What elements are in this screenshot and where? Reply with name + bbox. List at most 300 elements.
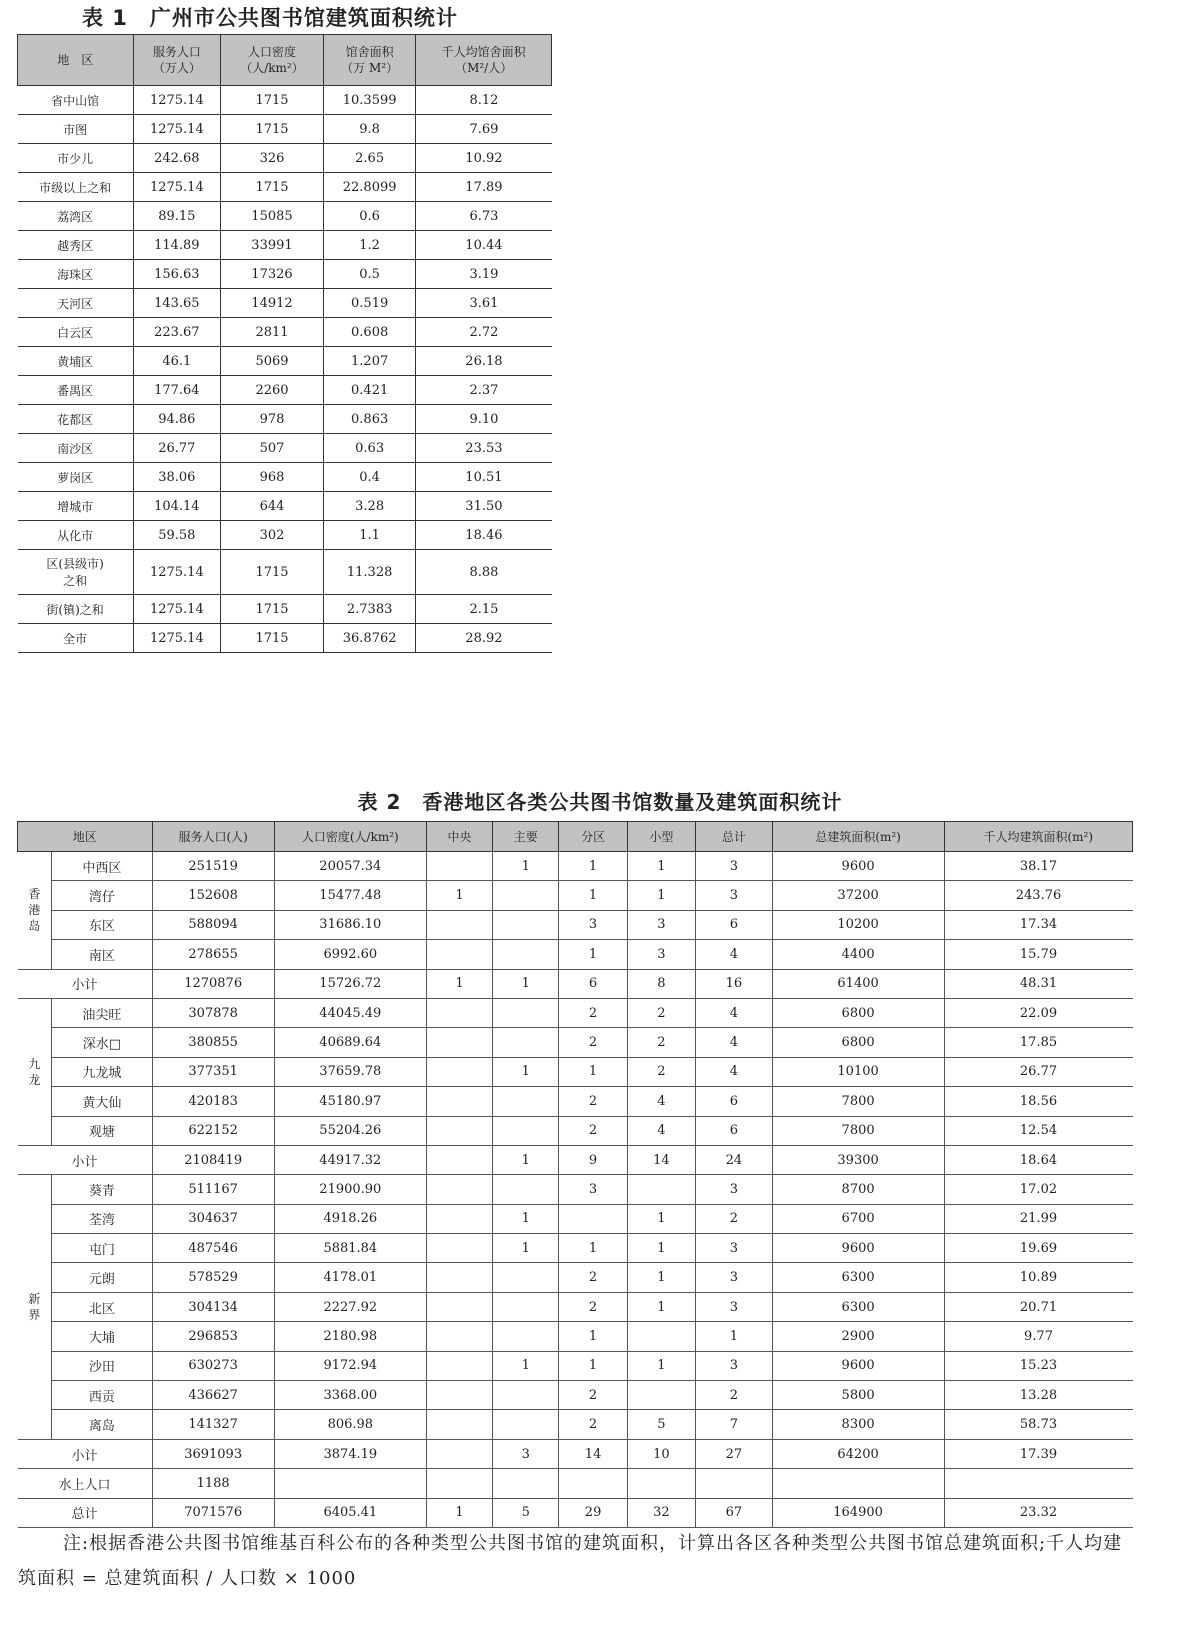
table-cell: 6.73 [416, 202, 552, 231]
table-cell: 1 [559, 1057, 627, 1086]
table-cell: 14912 [221, 289, 324, 318]
row-label: 沙田 [52, 1351, 152, 1380]
table-row [18, 624, 552, 653]
row-label: 番禺区 [18, 376, 134, 405]
row-label: 屯门 [52, 1234, 152, 1263]
table-cell [426, 910, 492, 939]
table-row [18, 1028, 1133, 1057]
table2-header-cell: 服务人口(人) [152, 822, 274, 852]
table-cell [426, 852, 492, 881]
table-cell: 4918.26 [274, 1204, 426, 1233]
table-cell [426, 1351, 492, 1380]
table-cell: 3 [696, 852, 773, 881]
table-cell: 4400 [772, 940, 944, 969]
table-cell: 2180.98 [274, 1322, 426, 1351]
table-cell: 2.72 [416, 318, 552, 347]
table-cell: 164900 [772, 1498, 944, 1527]
table-cell: 46.1 [133, 347, 220, 376]
table-cell: 59.58 [133, 521, 220, 550]
table-cell [627, 1322, 695, 1351]
table-cell: 1 [627, 1234, 695, 1263]
table-cell: 3 [493, 1439, 559, 1468]
table-cell: 9600 [772, 1234, 944, 1263]
table-cell: 1715 [221, 115, 324, 144]
table-cell: 5 [493, 1498, 559, 1527]
table-cell: 7071576 [152, 1498, 274, 1527]
subtotal-row [18, 1439, 1133, 1468]
table-cell: 377351 [152, 1057, 274, 1086]
table-cell: 4 [627, 1116, 695, 1145]
footnote: 注:根据香港公共图书馆维基百科公布的各种类型公共图书馆的建筑面积，计算出各区各种类型公共图书馆总建筑面积;千人均建筑面积 = 总建筑面积 / 人口数 × 1000 [18, 1533, 1123, 1589]
table2-header-cell: 千人均建筑面积(m²) [944, 822, 1132, 852]
table-cell: 1 [493, 1234, 559, 1263]
table-cell [493, 1028, 559, 1057]
table-row [18, 144, 552, 173]
row-label: 省中山馆 [18, 86, 134, 115]
table-cell: 1 [559, 940, 627, 969]
table-cell: 39300 [772, 1145, 944, 1174]
table-cell [426, 1469, 492, 1498]
table-cell: 0.421 [323, 376, 415, 405]
table-cell: 10200 [772, 910, 944, 939]
table-cell: 5069 [221, 347, 324, 376]
table-cell: 507 [221, 434, 324, 463]
table-cell: 6 [696, 1116, 773, 1145]
table-row [18, 940, 1133, 969]
table1-header-cell: 馆舍面积 （万 M²） [323, 35, 415, 86]
row-label: 从化市 [18, 521, 134, 550]
table-cell: 6300 [772, 1263, 944, 1292]
table-cell: 26.77 [133, 434, 220, 463]
table-cell: 29 [559, 1498, 627, 1527]
table-cell: 2 [559, 1381, 627, 1410]
table-cell: 2 [627, 998, 695, 1027]
table-cell: 7800 [772, 1087, 944, 1116]
row-label: 西贡 [52, 1381, 152, 1410]
table-cell: 1275.14 [133, 595, 220, 624]
table-cell [493, 1469, 559, 1498]
table-cell [426, 998, 492, 1027]
table-cell: 8700 [772, 1175, 944, 1204]
row-label: 南沙区 [18, 434, 134, 463]
table-cell [944, 1469, 1132, 1498]
table-cell [493, 910, 559, 939]
table-cell [493, 1410, 559, 1439]
table-cell [627, 1469, 695, 1498]
table-cell: 10100 [772, 1057, 944, 1086]
table-cell: 48.31 [944, 969, 1132, 998]
table-cell: 10.89 [944, 1263, 1132, 1292]
table-cell [493, 1263, 559, 1292]
table-row [18, 1410, 1133, 1439]
table-cell: 13.28 [944, 1381, 1132, 1410]
table-cell: 1 [493, 852, 559, 881]
table-cell: 0.4 [323, 463, 415, 492]
table-cell: 15.79 [944, 940, 1132, 969]
table-cell: 7.69 [416, 115, 552, 144]
table-cell: 2 [627, 1057, 695, 1086]
table-cell [772, 1469, 944, 1498]
table-cell: 302 [221, 521, 324, 550]
table-cell: 1 [627, 1263, 695, 1292]
table-cell: 1 [627, 881, 695, 910]
table2-header-cell: 总计 [696, 822, 773, 852]
row-label: 九龙城 [52, 1057, 152, 1086]
table-row [18, 1292, 1133, 1321]
table-cell: 19.69 [944, 1234, 1132, 1263]
table-cell: 2260 [221, 376, 324, 405]
table-row [18, 231, 552, 260]
table-cell: 7800 [772, 1116, 944, 1145]
table-cell: 8.88 [416, 550, 552, 595]
table-cell: 5881.84 [274, 1234, 426, 1263]
table-cell: 15085 [221, 202, 324, 231]
table1-title: 表 1 广州市公共图书馆建筑面积统计 [82, 6, 458, 30]
table-cell: 1 [627, 1292, 695, 1321]
table-cell: 2 [696, 1204, 773, 1233]
row-label: 深水□ [52, 1028, 152, 1057]
table-cell [426, 1381, 492, 1410]
table1-header-cell: 地 区 [18, 35, 134, 86]
row-label: 观塘 [52, 1116, 152, 1145]
table-cell: 152608 [152, 881, 274, 910]
table-cell [696, 1469, 773, 1498]
table-cell: 10.44 [416, 231, 552, 260]
table-cell: 4 [696, 940, 773, 969]
table2 [17, 821, 1133, 1528]
table-cell: 3 [696, 1175, 773, 1204]
row-label: 水上人口 [18, 1469, 153, 1498]
table-cell: 1 [559, 1351, 627, 1380]
table-cell [493, 881, 559, 910]
table-row [18, 881, 1133, 910]
row-label: 海珠区 [18, 260, 134, 289]
table-cell: 2 [559, 1116, 627, 1145]
table-cell: 326 [221, 144, 324, 173]
table-cell: 3.61 [416, 289, 552, 318]
table-cell: 1.1 [323, 521, 415, 550]
table-cell: 1 [559, 1322, 627, 1351]
table-cell: 8 [627, 969, 695, 998]
row-label: 荔湾区 [18, 202, 134, 231]
table2-header-cell: 人口密度(人/km²) [274, 822, 426, 852]
table-cell: 1 [493, 1057, 559, 1086]
table-cell: 0.63 [323, 434, 415, 463]
table-cell: 3 [696, 881, 773, 910]
table-cell: 3 [627, 940, 695, 969]
table-cell: 2 [559, 1087, 627, 1116]
table-cell: 1188 [152, 1469, 274, 1498]
table-cell [426, 1028, 492, 1057]
table-cell: 17.34 [944, 910, 1132, 939]
table-cell: 38.06 [133, 463, 220, 492]
row-label: 越秀区 [18, 231, 134, 260]
table-cell: 8.12 [416, 86, 552, 115]
table-cell: 1 [559, 881, 627, 910]
table-row [18, 1175, 1133, 1204]
table-cell: 1715 [221, 86, 324, 115]
row-label: 小计 [18, 1439, 153, 1468]
table-cell: 0.519 [323, 289, 415, 318]
table-cell: 1 [493, 1145, 559, 1174]
table-cell: 40689.64 [274, 1028, 426, 1057]
table-cell: 156.63 [133, 260, 220, 289]
table-cell: 6700 [772, 1204, 944, 1233]
table-cell: 38.17 [944, 852, 1132, 881]
table-cell: 3 [559, 1175, 627, 1204]
table-cell: 15.23 [944, 1351, 1132, 1380]
table-row [18, 492, 552, 521]
table-cell: 3691093 [152, 1439, 274, 1468]
table-row [18, 521, 552, 550]
table-cell [426, 1057, 492, 1086]
table-cell: 15726.72 [274, 969, 426, 998]
table-cell: 1715 [221, 550, 324, 595]
table-cell: 55204.26 [274, 1116, 426, 1145]
row-label: 天河区 [18, 289, 134, 318]
table-cell: 4 [627, 1087, 695, 1116]
table-cell [426, 1087, 492, 1116]
table-cell: 18.46 [416, 521, 552, 550]
table-cell: 1715 [221, 624, 324, 653]
row-label: 小计 [18, 969, 153, 998]
table-row [18, 1322, 1133, 1351]
table-row [18, 1116, 1133, 1145]
table-cell: 622152 [152, 1116, 274, 1145]
table-cell [493, 1322, 559, 1351]
table-row [18, 434, 552, 463]
table-cell: 307878 [152, 998, 274, 1027]
row-label: 荃湾 [52, 1204, 152, 1233]
table-cell: 5800 [772, 1381, 944, 1410]
table-cell: 2 [559, 1028, 627, 1057]
table-cell: 2.7383 [323, 595, 415, 624]
table-cell: 9 [559, 1145, 627, 1174]
table-cell [426, 1439, 492, 1468]
table-cell: 3 [696, 1263, 773, 1292]
table-cell: 26.77 [944, 1057, 1132, 1086]
table-cell: 1275.14 [133, 173, 220, 202]
table-cell: 588094 [152, 910, 274, 939]
table-row [18, 910, 1133, 939]
table-cell [426, 1204, 492, 1233]
table-cell: 1 [627, 852, 695, 881]
table-cell: 1 [559, 1234, 627, 1263]
table-cell: 24 [696, 1145, 773, 1174]
table-cell: 0.863 [323, 405, 415, 434]
table-cell: 58.73 [944, 1410, 1132, 1439]
table-row [18, 289, 552, 318]
table-cell: 31686.10 [274, 910, 426, 939]
table-cell: 2 [559, 1292, 627, 1321]
table-cell: 4 [696, 998, 773, 1027]
table-cell [274, 1469, 426, 1498]
table-cell: 14 [627, 1145, 695, 1174]
table-cell: 6 [696, 1087, 773, 1116]
table-cell: 1 [493, 969, 559, 998]
table-row [18, 998, 1133, 1027]
row-label: 小计 [18, 1145, 153, 1174]
row-label: 市级以上之和 [18, 173, 134, 202]
table-cell [426, 940, 492, 969]
table-cell [426, 1263, 492, 1292]
table-cell: 806.98 [274, 1410, 426, 1439]
table-cell: 21900.90 [274, 1175, 426, 1204]
table-cell: 644 [221, 492, 324, 521]
table-cell: 17.89 [416, 173, 552, 202]
table-cell: 22.09 [944, 998, 1132, 1027]
table-cell: 6405.41 [274, 1498, 426, 1527]
table-cell [426, 1145, 492, 1174]
table-cell: 1.207 [323, 347, 415, 376]
row-label: 增城市 [18, 492, 134, 521]
table-cell: 3 [696, 1351, 773, 1380]
table-cell: 1275.14 [133, 624, 220, 653]
table-cell: 2227.92 [274, 1292, 426, 1321]
table-cell: 10.51 [416, 463, 552, 492]
table-row [18, 1381, 1133, 1410]
table-cell: 177.64 [133, 376, 220, 405]
table-cell: 18.56 [944, 1087, 1132, 1116]
table-row [18, 86, 552, 115]
table-cell [426, 1292, 492, 1321]
table-cell: 242.68 [133, 144, 220, 173]
table-cell [627, 1381, 695, 1410]
table-cell: 1 [696, 1322, 773, 1351]
table-cell: 4 [696, 1028, 773, 1057]
row-label: 葵青 [52, 1175, 152, 1204]
table-cell: 21.99 [944, 1204, 1132, 1233]
table-cell: 3874.19 [274, 1439, 426, 1468]
table-cell: 14 [559, 1439, 627, 1468]
row-label: 南区 [52, 940, 152, 969]
table-cell: 3 [559, 910, 627, 939]
table-cell: 578529 [152, 1263, 274, 1292]
table-cell: 9.8 [323, 115, 415, 144]
table-cell [493, 1175, 559, 1204]
table-cell: 278655 [152, 940, 274, 969]
table-cell: 8300 [772, 1410, 944, 1439]
table-cell: 1 [493, 1204, 559, 1233]
row-label: 油尖旺 [52, 998, 152, 1027]
table-cell: 2 [627, 1028, 695, 1057]
table-cell: 251519 [152, 852, 274, 881]
table-cell [493, 1087, 559, 1116]
table-cell: 2811 [221, 318, 324, 347]
table-cell: 0.5 [323, 260, 415, 289]
table-cell: 978 [221, 405, 324, 434]
table-cell: 968 [221, 463, 324, 492]
table-cell: 9172.94 [274, 1351, 426, 1380]
table-cell: 2 [559, 1263, 627, 1292]
table-cell: 114.89 [133, 231, 220, 260]
table-cell: 6 [696, 910, 773, 939]
table-cell: 89.15 [133, 202, 220, 231]
table1-header-cell: 人口密度 （人/km²） [221, 35, 324, 86]
row-label: 离岛 [52, 1410, 152, 1439]
table-row [18, 463, 552, 492]
table-cell: 67 [696, 1498, 773, 1527]
table-cell: 6 [559, 969, 627, 998]
table-row [18, 550, 552, 595]
table-cell [426, 1175, 492, 1204]
table-cell: 20057.34 [274, 852, 426, 881]
table-cell [493, 1381, 559, 1410]
table-cell: 64200 [772, 1439, 944, 1468]
table-row [18, 173, 552, 202]
table-cell: 380855 [152, 1028, 274, 1057]
row-label: 湾仔 [52, 881, 152, 910]
table-cell: 44917.32 [274, 1145, 426, 1174]
row-label: 萝岗区 [18, 463, 134, 492]
row-label: 黄大仙 [52, 1087, 152, 1116]
row-label: 大埔 [52, 1322, 152, 1351]
table-cell: 1275.14 [133, 550, 220, 595]
row-label: 黄埔区 [18, 347, 134, 376]
row-label: 花都区 [18, 405, 134, 434]
table-cell: 27 [696, 1439, 773, 1468]
table-row [18, 852, 1133, 881]
table-row [18, 202, 552, 231]
row-label: 总计 [18, 1498, 153, 1527]
table-cell: 3.28 [323, 492, 415, 521]
table-cell [426, 1322, 492, 1351]
table-row [18, 115, 552, 144]
row-label: 全市 [18, 624, 134, 653]
table2-header-cell: 主要 [493, 822, 559, 852]
table-cell: 9600 [772, 852, 944, 881]
table-cell: 36.8762 [323, 624, 415, 653]
table-cell: 2.37 [416, 376, 552, 405]
region-label: 香 港 岛 [18, 852, 52, 970]
table-cell: 9600 [772, 1351, 944, 1380]
table-cell: 3 [696, 1292, 773, 1321]
total-row [18, 1498, 1133, 1527]
table-cell: 17.39 [944, 1439, 1132, 1468]
row-label: 北区 [52, 1292, 152, 1321]
subtotal-row [18, 969, 1133, 998]
table-row [18, 595, 552, 624]
table-cell: 16 [696, 969, 773, 998]
table-cell: 104.14 [133, 492, 220, 521]
table-cell: 4178.01 [274, 1263, 426, 1292]
row-label: 市图 [18, 115, 134, 144]
table-cell: 4 [696, 1057, 773, 1086]
table-cell [493, 1116, 559, 1145]
table-cell: 0.6 [323, 202, 415, 231]
table1-header-cell: 千人均馆舍面积 （M²/人） [416, 35, 552, 86]
table-cell: 17.02 [944, 1175, 1132, 1204]
table-row [18, 1263, 1133, 1292]
table-cell: 17326 [221, 260, 324, 289]
table-cell: 37659.78 [274, 1057, 426, 1086]
row-label: 白云区 [18, 318, 134, 347]
table-cell: 31.50 [416, 492, 552, 521]
table-cell [426, 1116, 492, 1145]
table-cell: 32 [627, 1498, 695, 1527]
table-cell: 26.18 [416, 347, 552, 376]
table-cell: 223.67 [133, 318, 220, 347]
table-cell: 2 [559, 1410, 627, 1439]
table-cell: 44045.49 [274, 998, 426, 1027]
row-label: 中西区 [52, 852, 152, 881]
table-row [18, 318, 552, 347]
region-label: 新 界 [18, 1175, 52, 1440]
row-label: 元朗 [52, 1263, 152, 1292]
table-row [18, 1351, 1133, 1380]
table-cell: 61400 [772, 969, 944, 998]
table2-header-cell: 小型 [627, 822, 695, 852]
